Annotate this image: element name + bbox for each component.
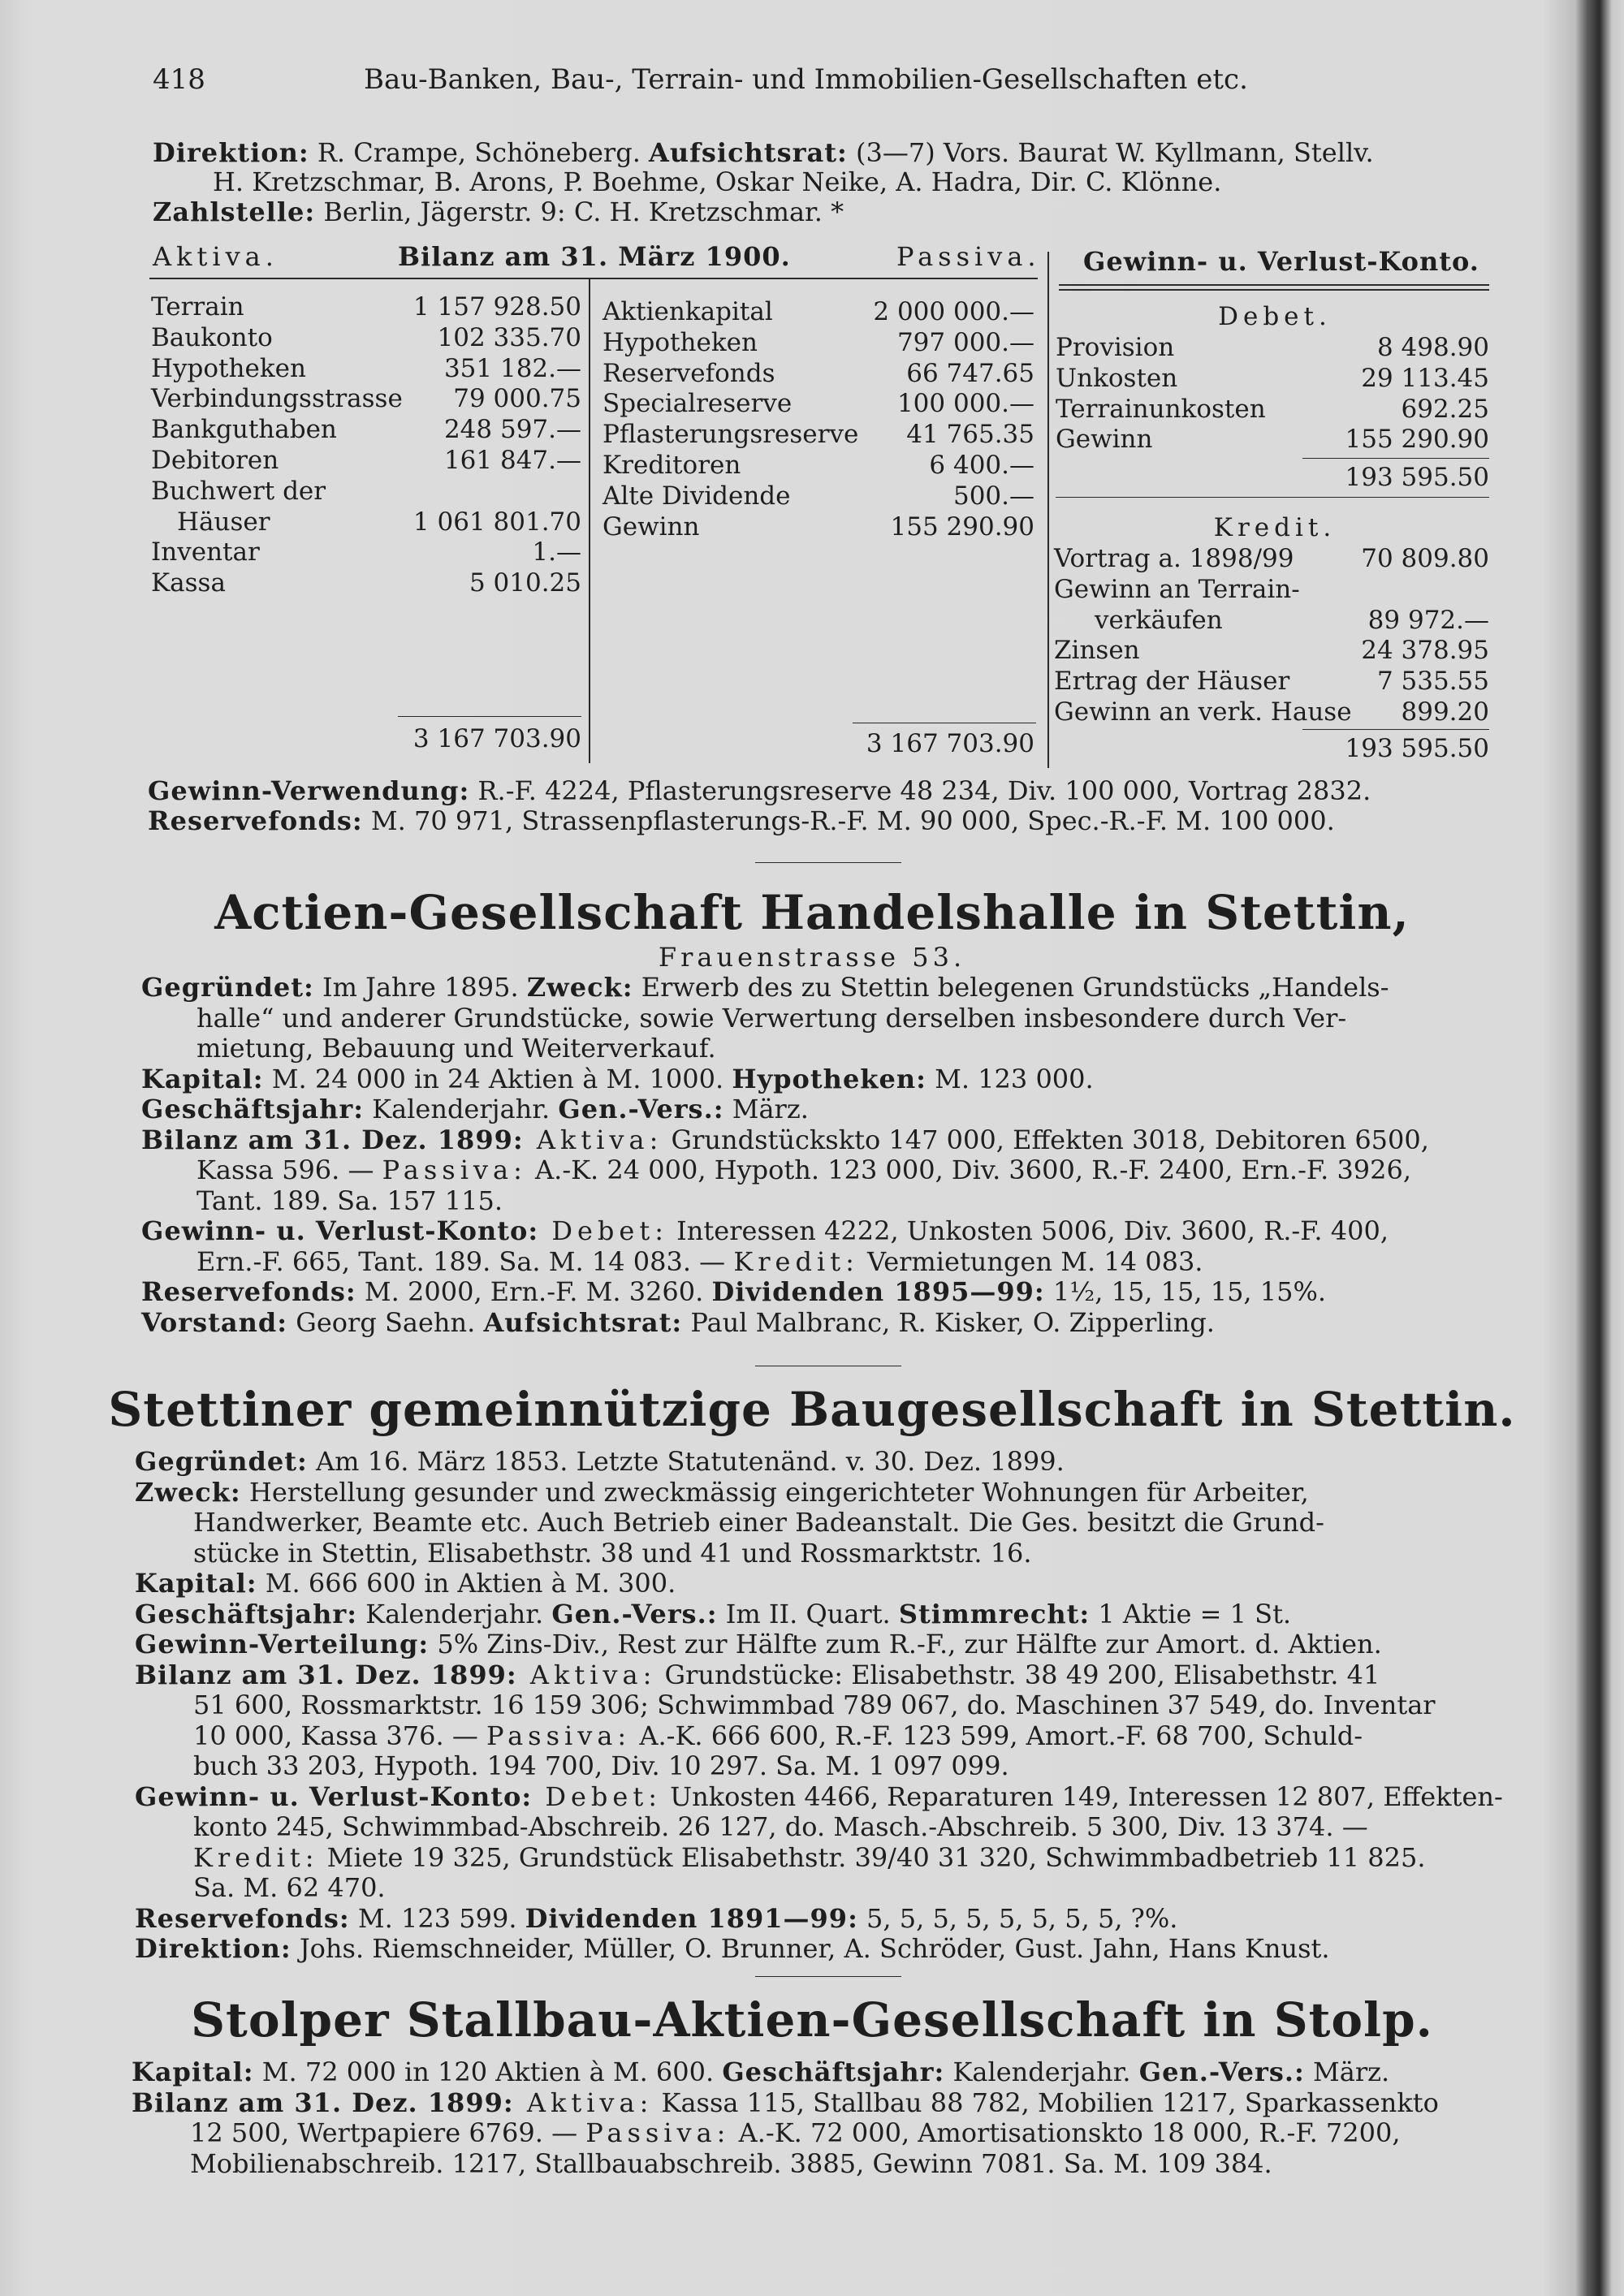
- baugesellschaft-body: [135, 1447, 1503, 1965]
- aufsichtsrat-text: (3—7) Vors. Baurat W. Kyllmann, Stellv.: [855, 137, 1374, 168]
- bold-label: Dividenden 1895—99:: [711, 1276, 1045, 1307]
- bold-label: Gen.-Vers.:: [558, 1094, 724, 1124]
- text-run: Interessen 4222, Unkosten 5006, Div. 3600, R.-F. 400,: [667, 1215, 1389, 1246]
- text-line: [141, 1308, 1429, 1339]
- text-line: [141, 973, 1429, 1003]
- guv-kredit-value: 70 809.80: [1361, 544, 1489, 573]
- aktiva-value: 248 597.—: [443, 415, 581, 445]
- guv-header-rule-2: [1059, 289, 1489, 291]
- text-run: A.-K. 24 000, Hypoth. 123 000, Div. 3600, R.-F. 2400, Ern.-F. 3926,: [526, 1154, 1412, 1185]
- guv-debet-item: Terrainunkosten: [1056, 394, 1266, 424]
- bold-label: Vorstand:: [141, 1306, 288, 1338]
- bold-label: Gegründet:: [141, 972, 314, 1003]
- guv-debet-item: Gewinn: [1056, 425, 1153, 455]
- guv-kredit-total: 193 595.50: [1345, 734, 1489, 763]
- guv-debet-label: Debet.: [1218, 302, 1332, 331]
- section-title-handelshalle: Actien-Gesellschaft Handelshalle in Stettin,: [214, 885, 1410, 940]
- passiva-value: 2 000 000.—: [873, 297, 1034, 326]
- guv-kredit-item: Ertrag der Häuser: [1054, 667, 1290, 697]
- text-run: 51 600, Rossmarktstr. 16 159 306; Schwimmbad 789 067, do. Maschinen 37 549, do. Inventar: [193, 1690, 1436, 1720]
- text-run: Kassa 596. —: [197, 1154, 382, 1185]
- text-run: Johs. Riemschneider, Müller, O. Brunner, A. Schröder, Gust. Jahn, Hans Knust.: [291, 1933, 1330, 1964]
- text-line: [135, 1721, 1503, 1752]
- aktiva-item: Hypotheken: [151, 353, 306, 383]
- gewinn-verwendung-text: R.-F. 4224, Pflasterungsreserve 48 234, Div. 100 000, Vortrag 2832.: [477, 775, 1371, 806]
- aktiva-value: 1 157 928.50: [412, 292, 581, 322]
- text-run: Ern.-F. 665, Tant. 189. Sa. M. 14 083. —: [197, 1245, 734, 1277]
- text-line: [135, 1751, 1503, 1782]
- text-line: [135, 1782, 1503, 1813]
- text-line: [141, 1277, 1429, 1308]
- aufsichtsrat-label: Aufsichtsrat:: [649, 137, 848, 168]
- bold-label: Zweck:: [526, 972, 633, 1003]
- guv-debet-value: 29 113.45: [1361, 363, 1489, 393]
- passiva-item: Gewinn: [603, 511, 700, 542]
- text-line: [135, 1508, 1503, 1539]
- guv-kredit-label: Kredit.: [1213, 513, 1337, 542]
- text-line: [135, 1599, 1503, 1630]
- guv-kredit-values: [1315, 544, 1489, 728]
- handelshalle-body: [141, 973, 1429, 1338]
- section-separator: [755, 862, 901, 863]
- aktiva-item: Baukonto: [151, 322, 273, 352]
- spaced-label: Passiva:: [382, 1154, 527, 1185]
- guv-kredit-item: verkäufen: [1095, 605, 1223, 635]
- direktion-line: [153, 138, 1374, 167]
- text-run: Unkosten 4466, Reparaturen 149, Interessen 12 807, Effekten-: [661, 1780, 1503, 1812]
- aktiva-item: Kassa: [151, 568, 226, 598]
- aktiva-value: 79 000.75: [453, 384, 581, 414]
- bold-label: Bilanz am 31. Dez. 1899:: [141, 1124, 524, 1155]
- bold-label: Aufsichtsrat:: [483, 1306, 683, 1338]
- reservefonds-line: [148, 806, 1335, 835]
- aktiva-values: [398, 292, 581, 599]
- text-line: [132, 2088, 1439, 2119]
- text-line: [135, 1934, 1503, 1965]
- guv-debet-total: 193 595.50: [1345, 463, 1489, 492]
- text-run: halle“ und anderer Grundstücke, sowie Verwertung derselben insbesondere durch Ver-: [197, 1002, 1347, 1034]
- text-run: Tant. 189. Sa. 157 115.: [197, 1185, 503, 1216]
- text-line: [141, 1247, 1429, 1278]
- passiva-header: Passiva.: [896, 241, 1041, 272]
- spaced-label: Debet:: [532, 1780, 662, 1812]
- passiva-item: Hypotheken: [603, 327, 758, 357]
- text-run: buch 33 203, Hypoth. 194 700, Div. 10 297. Sa. M. 1 097 099.: [193, 1750, 1009, 1781]
- guv-debet-end-rule: [1056, 497, 1489, 498]
- aktiva-item: Terrain: [151, 292, 244, 322]
- spaced-label: Passiva:: [486, 1720, 632, 1751]
- text-line: [141, 1125, 1429, 1156]
- guv-debet-sum-rule: [1302, 458, 1489, 459]
- passiva-value: 797 000.—: [896, 327, 1034, 357]
- text-line: [141, 1064, 1429, 1095]
- zahlstelle-text: Berlin, Jägerstr. 9: C. H. Kretzschmar. *: [323, 196, 844, 227]
- text-run: 5% Zins-Div., Rest zur Hälfte zum R.-F., zur Hälfte zur Amort. d. Aktien.: [429, 1629, 1382, 1659]
- aktiva-header: Aktiva.: [153, 241, 279, 272]
- section-separator: [755, 1976, 901, 1977]
- text-run: Sa. M. 62 470.: [193, 1872, 386, 1903]
- bilanz-guv-divider: [1047, 252, 1049, 768]
- bold-label: Reservefonds:: [135, 1902, 350, 1934]
- text-run: M. 666 600 in Aktien à M. 300.: [257, 1568, 676, 1599]
- text-run: Paul Malbranc, R. Kisker, O. Zipperling.: [682, 1306, 1215, 1338]
- bold-label: Geschäftsjahr:: [722, 2056, 945, 2087]
- guv-kredit-item: Gewinn an verk. Hause: [1054, 697, 1352, 727]
- text-run: 5, 5, 5, 5, 5, 5, 5, 5, ?%.: [857, 1902, 1178, 1934]
- reservefonds-label: Reservefonds:: [148, 805, 363, 836]
- guv-kredit-value: 24 378.95: [1361, 636, 1489, 666]
- passiva-value: 6 400.—: [929, 450, 1034, 480]
- aktiva-value: 351 182.—: [443, 353, 581, 383]
- text-line: [135, 1904, 1503, 1935]
- guv-debet-value: 155 290.90: [1345, 425, 1489, 455]
- passiva-item: Aktienkapital: [603, 297, 773, 326]
- text-line: [132, 2149, 1439, 2180]
- text-run: 1½, 15, 15, 15, 15%.: [1044, 1276, 1327, 1307]
- text-run: 12 500, Wertpapiere 6769. —: [190, 2117, 586, 2148]
- passiva-item: Specialreserve: [603, 389, 793, 419]
- guv-debet-item: Unkosten: [1056, 363, 1178, 393]
- guv-kredit-value: 899.20: [1401, 697, 1489, 727]
- aktiva-value: 1 061 801.70: [412, 507, 581, 537]
- text-run: 1 Aktie = 1 St.: [1090, 1598, 1292, 1629]
- aktiva-value: 5 010.25: [469, 568, 581, 598]
- bilanz-title: Bilanz am 31. März 1900.: [398, 241, 791, 272]
- spaced-label: Debet:: [538, 1215, 668, 1246]
- zahlstelle-label: Zahlstelle:: [153, 196, 316, 227]
- text-run: A.-K. 72 000, Amortisationskto 18 000, R.-F. 7200,: [730, 2117, 1401, 2148]
- spaced-label: Aktiva:: [516, 1659, 657, 1690]
- passiva-item: Kreditoren: [603, 450, 741, 480]
- spaced-label: Kredit:: [733, 1245, 859, 1277]
- aktiva-sum-rule: [398, 716, 581, 717]
- bold-label: Direktion:: [135, 1933, 292, 1964]
- guv-debet-values: [1299, 333, 1489, 455]
- text-run: Erwerb des zu Stettin belegenen Grundstücks „Handels-: [633, 972, 1389, 1003]
- guv-kredit-sum-rule: [1302, 729, 1489, 730]
- passiva-item: Alte Dividende: [603, 481, 791, 511]
- passiva-value: 100 000.—: [896, 389, 1034, 419]
- passiva-item: Pflasterungsreserve: [603, 420, 859, 450]
- direktion-text: R. Crampe, Schöneberg.: [317, 137, 641, 168]
- text-run: M. 2000, Ern.-F. M. 3260.: [356, 1276, 712, 1307]
- text-line: [141, 1003, 1429, 1034]
- bold-label: Kapital:: [141, 1063, 264, 1094]
- bold-label: Gegründet:: [135, 1446, 308, 1477]
- text-run: A.-K. 666 600, R.-F. 123 599, Amort.-F. 68 700, Schuld-: [631, 1720, 1363, 1751]
- guv-kredit-value: 7 535.55: [1376, 667, 1489, 697]
- text-line: [135, 1660, 1503, 1691]
- text-run: Im II. Quart.: [717, 1598, 899, 1629]
- text-run: M. 72 000 in 120 Aktien à M. 600.: [253, 2056, 723, 2087]
- bold-label: Geschäftsjahr:: [135, 1598, 357, 1629]
- aktiva-value: 1.—: [532, 537, 581, 568]
- bold-label: Gen.-Vers.:: [1138, 2056, 1305, 2087]
- guv-debet-items: [1056, 333, 1324, 455]
- bold-label: Gewinn- u. Verlust-Konto:: [141, 1215, 539, 1246]
- bold-label: Dividenden 1891—99:: [525, 1902, 858, 1934]
- text-run: März.: [723, 1094, 809, 1124]
- text-run: M. 123 599.: [349, 1902, 525, 1934]
- aktiva-value: 161 847.—: [443, 445, 581, 475]
- text-run: Grundstücke: Elisabethstr. 38 49 200, Elisabethstr. 41: [656, 1659, 1380, 1690]
- bilanz-header-rule: [149, 278, 1038, 279]
- text-run: konto 245, Schwimmbad-Abschreib. 26 127, do. Masch.-Abschreib. 5 300, Div. 13 374. —: [193, 1811, 1368, 1842]
- text-line: [135, 1629, 1503, 1660]
- section-title-baugesellschaft: Stettiner gemeinnützige Baugesellschaft in Stettin.: [108, 1382, 1516, 1437]
- guv-kredit-item: Gewinn an Terrain-: [1054, 574, 1300, 604]
- text-line: [135, 1690, 1503, 1721]
- text-run: Im Jahre 1895.: [313, 972, 527, 1003]
- aktiva-item: Bankguthaben: [151, 415, 337, 445]
- text-line: [135, 1812, 1503, 1843]
- aufsichtsrat-continued: H. Kretzschmar, B. Arons, P. Boehme, Oskar Neike, A. Hadra, Dir. C. Klönne.: [213, 166, 1222, 197]
- stallbau-body: [132, 2057, 1439, 2179]
- aktiva-item: Häuser: [177, 507, 270, 537]
- text-line: [141, 1034, 1429, 1064]
- aktiva-item: Verbindungsstrasse: [151, 384, 403, 414]
- text-run: M. 123 000.: [926, 1063, 1094, 1094]
- text-run: Kalenderjahr.: [357, 1598, 552, 1629]
- text-run: Kalenderjahr.: [944, 2056, 1139, 2087]
- aktiva-item: Debitoren: [151, 445, 279, 475]
- text-run: Herstellung gesunder und zweckmässig eingerichteter Wohnungen für Arbeiter,: [240, 1476, 1309, 1508]
- text-run: Kalenderjahr.: [364, 1094, 559, 1124]
- aktiva-value: [398, 477, 581, 507]
- text-run: Grundstückskto 147 000, Effekten 3018, Debitoren 6500,: [663, 1124, 1429, 1155]
- page-number: 418: [153, 63, 205, 96]
- aktiva-item: Buchwert der: [151, 476, 326, 506]
- bold-label: Reservefonds:: [141, 1276, 356, 1307]
- spaced-label: Aktiva:: [523, 1124, 663, 1155]
- passiva-total: 3 167 703.90: [866, 729, 1034, 758]
- bold-label: Kapital:: [132, 2056, 254, 2087]
- guv-debet-value: 8 498.90: [1376, 333, 1489, 362]
- guv-debet-value: 692.25: [1401, 394, 1489, 424]
- guv-debet-item: Provision: [1056, 333, 1175, 362]
- text-run: März.: [1304, 2056, 1390, 2087]
- passiva-item: Reservefonds: [603, 358, 775, 388]
- spaced-label: Passiva:: [585, 2117, 731, 2148]
- passiva-value: 66 747.65: [906, 358, 1034, 388]
- text-run: Vermietungen M. 14 083.: [858, 1245, 1203, 1277]
- zahlstelle-line: [153, 197, 844, 227]
- text-run: Handwerker, Beamte etc. Auch Betrieb einer Badeanstalt. Die Ges. besitzt die Grund-: [193, 1507, 1324, 1538]
- bold-label: Geschäftsjahr:: [141, 1094, 364, 1124]
- section-subtitle-address: Frauenstrasse 53.: [658, 942, 966, 973]
- aktiva-value: 102 335.70: [437, 322, 581, 352]
- direktion-label: Direktion:: [153, 137, 309, 168]
- text-run: stücke in Stettin, Elisabethstr. 38 und 41 und Rossmarktstr. 16.: [193, 1537, 1032, 1569]
- running-title: Bau-Banken, Bau-, Terrain- und Immobilien-Gesellschaften etc.: [364, 63, 1248, 96]
- guv-kredit-item: Vortrag a. 1898/99: [1054, 544, 1294, 573]
- text-run: Am 16. März 1853. Letzte Statutenänd. v. 30. Dez. 1899.: [307, 1446, 1065, 1477]
- text-line: [132, 2118, 1439, 2149]
- bold-label: Bilanz am 31. Dez. 1899:: [132, 2087, 514, 2118]
- aktiva-total: 3 167 703.90: [412, 724, 581, 753]
- text-line: [141, 1216, 1429, 1247]
- bold-label: Stimmrecht:: [898, 1598, 1091, 1629]
- gewinn-verwendung-line: [148, 776, 1371, 805]
- guv-kredit-item: Zinsen: [1054, 636, 1140, 666]
- text-run: 10 000, Kassa 376. —: [193, 1720, 486, 1751]
- bold-label: Gewinn- u. Verlust-Konto:: [135, 1780, 533, 1812]
- bold-label: Gewinn-Verteilung:: [135, 1629, 430, 1659]
- bold-label: Hypotheken:: [732, 1063, 926, 1094]
- spaced-label: Aktiva:: [513, 2087, 654, 2118]
- guv-kredit-value: 89 972.—: [1367, 605, 1489, 635]
- passiva-value: 155 290.90: [890, 511, 1034, 542]
- bold-label: Zweck:: [135, 1476, 241, 1508]
- section-title-stallbau: Stolper Stallbau-Aktien-Gesellschaft in Stolp.: [191, 1992, 1433, 2048]
- text-line: [135, 1569, 1503, 1599]
- text-line: [135, 1478, 1503, 1508]
- text-line: [135, 1873, 1503, 1904]
- bilanz-divider: [589, 279, 590, 763]
- text-run: mietung, Bebauung und Weiterverkauf.: [197, 1033, 716, 1064]
- text-line: [135, 1447, 1503, 1478]
- gewinn-verwendung-label: Gewinn-Verwendung:: [148, 775, 470, 806]
- text-line: [132, 2057, 1439, 2088]
- bold-label: Kapital:: [135, 1568, 257, 1599]
- text-line: [135, 1539, 1503, 1569]
- text-run: M. 24 000 in 24 Aktien à M. 1000.: [263, 1063, 732, 1094]
- passiva-value: 41 765.35: [906, 420, 1034, 450]
- text-run: Kassa 115, Stallbau 88 782, Mobilien 1217, Sparkassenkto: [653, 2087, 1439, 2118]
- text-line: [141, 1094, 1429, 1125]
- text-run: Mobilienabschreib. 1217, Stallbauabschreib. 3885, Gewinn 7081. Sa. M. 109 384.: [190, 2147, 1272, 2179]
- guv-title: Gewinn- u. Verlust-Konto.: [1083, 246, 1479, 277]
- reservefonds-text: M. 70 971, Strassenpflasterungs-R.-F. M. 90 000, Spec.-R.-F. M. 100 000.: [370, 805, 1335, 836]
- bold-label: Bilanz am 31. Dez. 1899:: [135, 1659, 517, 1690]
- guv-header-rule: [1059, 284, 1489, 286]
- passiva-values: [836, 297, 1034, 542]
- text-line: [141, 1155, 1429, 1186]
- guv-kredit-value: [1315, 575, 1489, 606]
- text-line: [141, 1186, 1429, 1217]
- passiva-value: 500.—: [952, 481, 1034, 511]
- text-line: [135, 1843, 1503, 1874]
- bold-label: Gen.-Vers.:: [551, 1598, 718, 1629]
- text-run: Georg Saehn.: [287, 1306, 484, 1338]
- text-run: Miete 19 325, Grundstück Elisabethstr. 39/40 31 320, Schwimmbadbetrieb 11 825.: [318, 1841, 1426, 1873]
- aktiva-item: Inventar: [151, 537, 260, 568]
- aktiva-items: [151, 292, 427, 599]
- spaced-label: Kredit:: [193, 1841, 319, 1873]
